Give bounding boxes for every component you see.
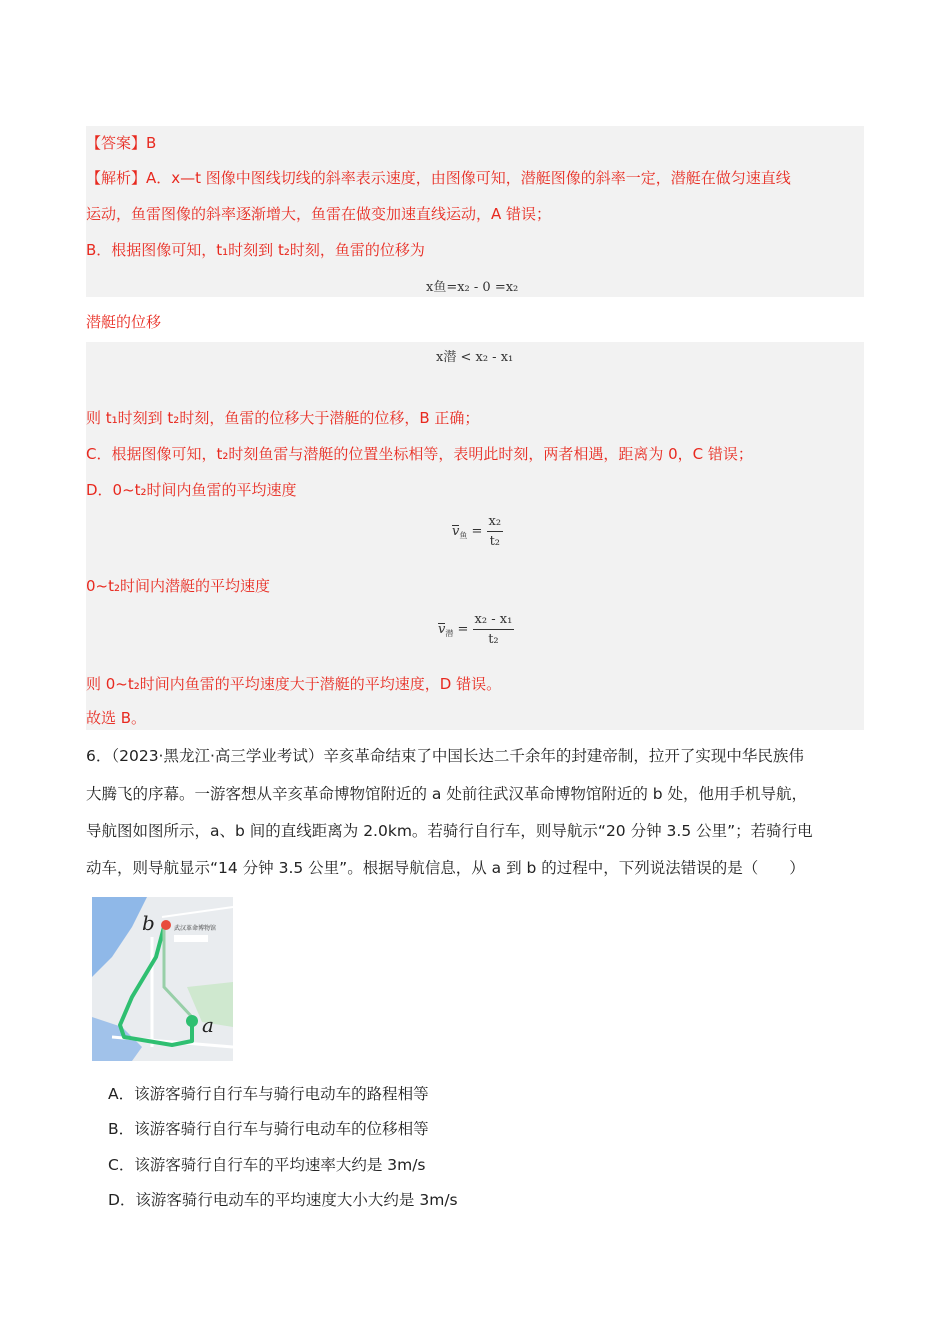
option-d: D．该游客骑行电动车的平均速度大小大约是 3m/s	[108, 1191, 458, 1209]
analysis-line-1: 【解析】A．x—t 图像中图线切线的斜率表示速度，由图像可知，潜艇图像的斜率一定，潜艇在做匀速直线	[86, 169, 791, 187]
formula-submarine-avg-velocity: $v_潜$ = $\frac{\text{x₂ - x₁}}{\text{t₂}}$	[438, 612, 513, 647]
fraction-4-denominator: t₂	[488, 632, 499, 647]
option-d-conclusion: 则 0~t₂时间内鱼雷的平均速度大于潜艇的平均速度，D 错误。	[86, 675, 502, 693]
v-bar-symbol-2: v	[438, 622, 446, 637]
option-b: B．该游客骑行自行车与骑行电动车的位移相等	[108, 1120, 429, 1138]
fraction-3	[487, 514, 504, 549]
question-line-1: 6．（2023·黑龙江·高三学业考试）辛亥革命结束了中国长达二千余年的封建帝制，拉开了实现中华民族伟	[86, 747, 804, 765]
option-a: A．该游客骑行自行车与骑行电动车的路程相等	[108, 1085, 429, 1103]
fraction-4-numerator: x₂ - x₁	[473, 612, 515, 630]
option-b-analysis: B．根据图像可知，t₁时刻到 t₂时刻，鱼雷的位移为	[86, 241, 425, 259]
map-label-a: a	[202, 1013, 214, 1037]
submarine-avg-velocity-label: 0~t₂时间内潜艇的平均速度	[86, 577, 271, 595]
submarine-displacement-label: 潜艇的位移	[86, 313, 162, 331]
fraction-3-denominator: t₂	[489, 534, 501, 549]
option-d-analysis: D．0~t₂时间内鱼雷的平均速度	[86, 481, 297, 499]
question-line-2: 大腾飞的序幕。一游客想从辛亥革命博物馆附近的 a 处前往武汉革命博物馆附近的 b 处，他用手机导航，	[86, 785, 808, 803]
navigation-map	[92, 897, 233, 1061]
v-bar-symbol: v	[452, 524, 460, 539]
map-place-b: 武汉革命博物馆	[174, 925, 217, 932]
option-c-analysis: C．根据图像可知，t₂时刻鱼雷与潜艇的位置坐标相等，表明此时刻，两者相遇，距离为 0，C 错误；	[86, 445, 753, 463]
formula-submarine-displacement	[436, 346, 513, 365]
fraction-4	[473, 612, 515, 647]
answer-label: 【答案】B	[86, 134, 157, 152]
analysis-line-2: 运动，鱼雷图像的斜率逐渐增大，鱼雷在做变加速直线运动，A 错误；	[86, 205, 552, 223]
formula-torpedo-displacement	[426, 276, 518, 295]
formula-torpedo-avg-velocity: $v_鱼$ = $\frac{\text{x₂}}{\text{t₂}}$	[452, 514, 502, 549]
question-line-3: 导航图如图所示，a、b 间的直线距离为 2.0km。若骑行自行车，则导航示“20 分钟 3.5 公里”；若骑行电	[86, 822, 813, 840]
formula-2-text: x潜 < x₂ - x₁	[436, 350, 514, 365]
formula-1-text: x鱼=x₂ - 0 =x₂	[426, 280, 519, 295]
map-label-b: b	[142, 911, 155, 935]
final-answer: 故选 B。	[86, 709, 147, 727]
question-line-4: 动车，则导航显示“14 分钟 3.5 公里”。根据导航信息，从 a 到 b 的过程中，下列说法错误的是（ ）	[86, 859, 805, 877]
option-b-conclusion: 则 t₁时刻到 t₂时刻，鱼雷的位移大于潜艇的位移，B 正确；	[86, 409, 480, 427]
option-c: C．该游客骑行自行车的平均速率大约是 3m/s	[108, 1156, 426, 1174]
fraction-3-numerator: x₂	[487, 514, 504, 532]
